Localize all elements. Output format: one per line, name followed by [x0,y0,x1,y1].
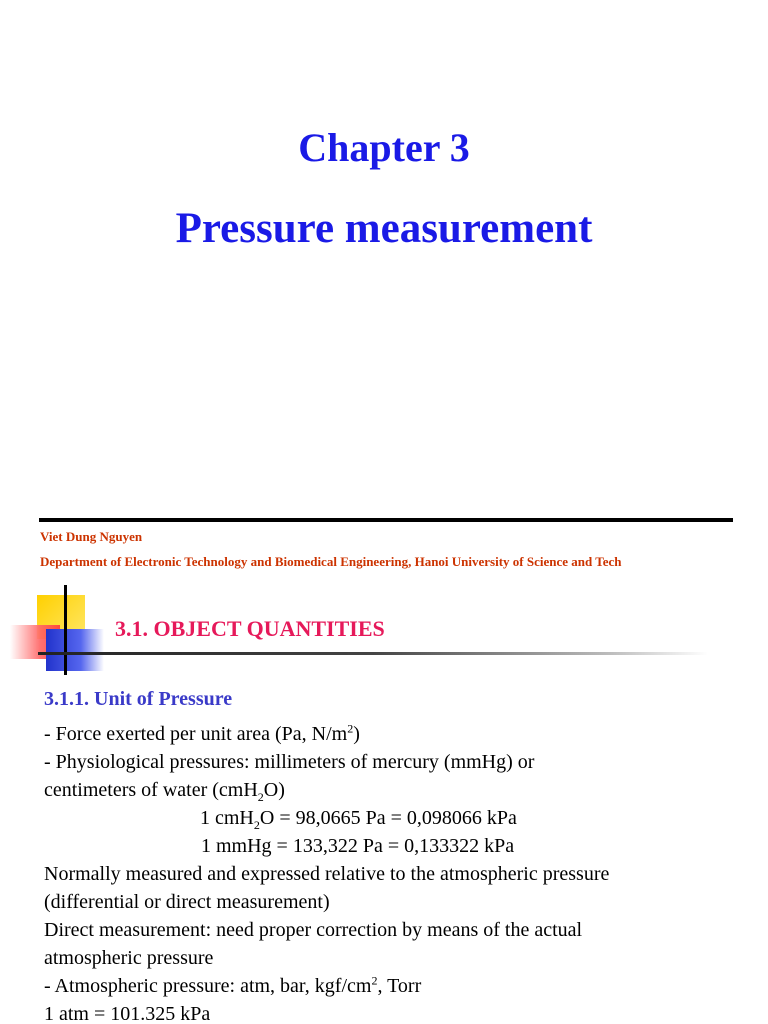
body-text-span: , Torr [377,975,422,997]
superscript: 2 [371,973,378,988]
body-text-span: - Force exerted per unit area (Pa, N/m [44,723,348,745]
vertical-line-decoration [64,585,67,675]
body-text-span: O) [263,779,285,801]
body-text-span: - Physiological pressures: millimeters of mercury (mmHg) or [44,751,535,773]
superscript: 2 [347,721,354,736]
body-line [44,860,744,888]
subscript: 2 [253,818,260,832]
section-rule [38,652,708,655]
chapter-title: Chapter 3 [298,125,470,170]
subscript: 2 [257,790,264,804]
section-heading: 3.1. OBJECT QUANTITIES [115,616,385,641]
body-line [44,720,744,748]
chapter-subtitle: Pressure measurement [175,205,593,252]
body-line [44,916,744,944]
body-text-span: atmospheric pressure [44,947,214,969]
body-text-span: 1 atm = 101.325 kPa [44,1003,211,1024]
body-line [44,944,744,972]
author-name: Viet Dung Nguyen [40,529,143,544]
body-text-span: (differential or direct measurement) [44,891,330,913]
body-line [44,888,744,916]
body-text-span: 1 cmH [200,807,254,829]
blue-square-decoration [46,629,104,671]
body-text [44,720,744,1024]
body-text-span: O = 98,0665 Pa = 0,098066 kPa [259,807,517,829]
department-name: Department of Electronic Technology and Biomedical Engineering, Hanoi University of Science and Tech [40,554,622,569]
body-text-span: centimeters of water (cmH [44,779,258,801]
decorative-bullet-graphic [0,585,110,675]
body-text-span: Normally measured and expressed relative to the atmospheric pressure [44,863,610,885]
body-line-equation [44,832,744,860]
body-text-span: - Atmospheric pressure: atm, bar, kgf/cm [44,975,372,997]
body-line [44,1000,744,1024]
body-line-equation [44,804,744,832]
body-line [44,972,744,1000]
body-text-span: ) [353,723,360,745]
body-text-span: Direct measurement: need proper correction by means of the actual [44,919,583,941]
body-text-span: 1 mmHg = 133,322 Pa = 0,133322 kPa [201,835,515,857]
body-line [44,748,744,776]
body-line [44,776,744,804]
subsection-heading: 3.1.1. Unit of Pressure [44,688,233,710]
divider-line [39,518,733,522]
